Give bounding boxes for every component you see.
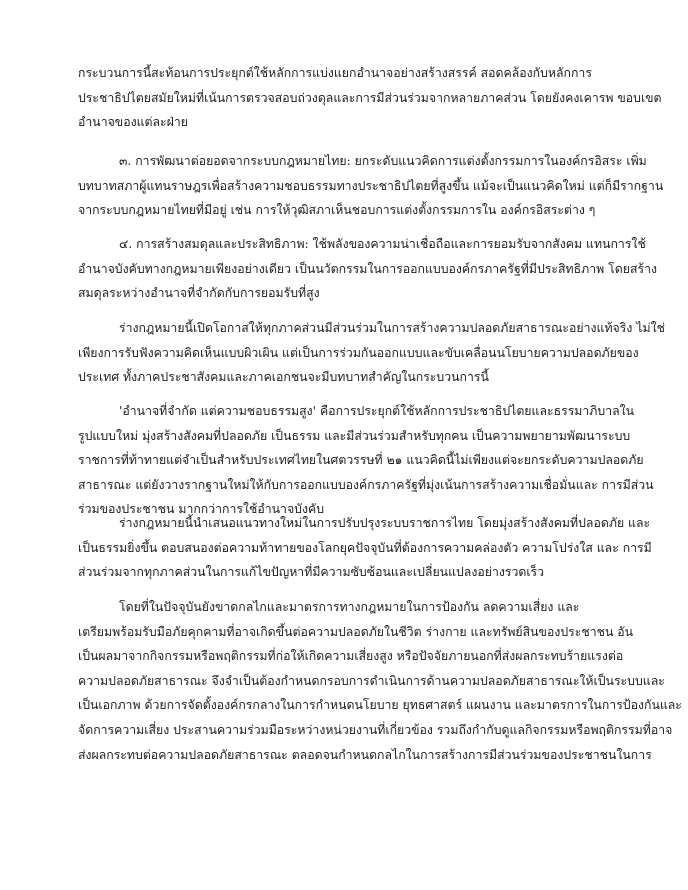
text-line: เตรียมพร้อมรับมือภัยคุกคามที่อาจเกิดขึ้นต่อความปลอดภัยในชีวิต ร่างกาย และทรัพย์สินของประชาชน อัน: [78, 624, 634, 639]
text-line: เป็นเอกภาพ ด้วยการจัดตั้งองค์กรกลางในการกำหนดนโยบาย ยุทธศาสตร์ แผนงาน และมาตรการในการป้องกันและ: [78, 698, 682, 713]
text-line: ร่วมของประชาชน มากกว่าการใช้อำนาจบังคับ: [78, 502, 325, 517]
text-line: โดยที่ในปัจจุบันยังขาดกลไกและมาตรการทางกฎหมายในการป้องกัน ลดความเสี่ยง และ: [119, 600, 580, 614]
text-line: ร่างกฎหมายนี้นำเสนอแนวทางใหม่ในการปรับปรุงระบบราชการไทย โดยมุ่งสร้างสังคมที่ปลอดภัย และ: [119, 516, 651, 530]
text-line: ส่งผลกระทบต่อความปลอดภัยสาธารณะ ตลอดจนกำหนดกลไกในการสร้างการมีส่วนร่วมของประชาชนในการ: [78, 747, 652, 762]
paragraph-participation: [78, 316, 665, 390]
text-line: เป็นผลมาจากกิจกรรมหรือพฤติกรรมที่ก่อให้เกิดความเสี่ยงสูง หรือปัจจัยภายนอกที่ส่งผลกระทบร้ายแรงต่อ: [78, 649, 624, 664]
text-line: ราชการที่ท้าทายแต่จำเป็นสำหรับประเทศไทยในศตวรรษที่ ๒๑ แนวคิดนี้ไม่เพียงแต่จะยกระดับความปลอดภัย: [78, 453, 644, 468]
paragraph-rationale: [78, 595, 682, 767]
paragraph-separation-of-powers-continuation: [78, 61, 662, 135]
text-line: สมดุลระหว่างอำนาจที่จำกัดกับการยอมรับที่สูง: [78, 286, 320, 301]
text-line: จัดการความเสี่ยง ประสานความร่วมมือระหว่างหน่วยงานที่เกี่ยวข้อง รวมถึงกำกับดูแลกิจกรรมหรือพฤติกรรมที่อาจ: [78, 722, 673, 737]
paragraph-new-approach: [78, 511, 652, 585]
text-line: จากระบบกฎหมายไทยที่มีอยู่ เช่น การให้วุฒิสภาเห็นชอบการแต่งตั้งกรรมการใน องค์กรอิสระต่าง ๆ: [78, 203, 596, 218]
text-line: ความปลอดภัยสาธารณะ จึงจำเป็นต้องกำหนดกรอบการดำเนินการด้านความปลอดภัยสาธารณะให้เป็นระบบและ: [78, 673, 665, 688]
text-line: ประชาธิปไตยสมัยใหม่ที่เน้นการตรวจสอบถ่วงดุลและการมีส่วนร่วมจากหลายภาคส่วน โดยยังคงเคารพ ขอบเขต: [78, 90, 662, 105]
text-line: ๓. การพัฒนาต่อยอดจากระบบกฎหมายไทย: ยกระดับแนวคิดการแต่งตั้งกรรมการในองค์กรอิสระ เพิ่ม: [119, 154, 647, 168]
text-line: ร่างกฎหมายนี้เปิดโอกาสให้ทุกภาคส่วนมีส่วนร่วมในการสร้างความปลอดภัยสาธารณะอย่างแท้จริง ไม่ใช่: [119, 321, 665, 335]
text-line: สาธารณะ แต่ยังวางรากฐานใหม่ให้กับการออกแบบองค์กรภาครัฐที่มุ่งเน้นการสร้างความเชื่อมั่นและ การมีส่วน: [78, 477, 654, 492]
paragraph-item-4: [78, 232, 657, 306]
text-line: เพียงการรับฟังความคิดเห็นแบบผิวเผิน แต่เป็นการร่วมกันออกแบบและขับเคลื่อนนโยบายความปลอดภัยของ: [78, 345, 639, 360]
text-line: รูปแบบใหม่ มุ่งสร้างสังคมที่ปลอดภัย เป็นธรรม และมีส่วนร่วมสำหรับทุกคน เป็นความพยายามพัฒนาระบบ: [78, 428, 631, 443]
text-line: ประเทศ ทั้งภาคประชาสังคมและภาคเอกชนจะมีบทบาทสำคัญในกระบวนการนี้: [78, 370, 489, 385]
text-line: อำนาจของแต่ละฝ่าย: [78, 115, 188, 130]
paragraph-item-3: [78, 149, 664, 223]
paragraph-limited-power-high-legitimacy: [78, 399, 654, 522]
text-line: อำนาจบังคับทางกฎหมายเพียงอย่างเดียว เป็นนวัตกรรมในการออกแบบองค์กรภาครัฐที่มีประสิทธิภาพ โดยสร้าง: [78, 261, 657, 276]
text-line: บทบาทสภาผู้แทนราษฎรเพื่อสร้างความชอบธรรมทางประชาธิปไตยที่สูงขึ้น แม้จะเป็นแนวคิดใหม่ แต่ก็มีรากฐาน: [78, 178, 664, 193]
text-line: ๔. การสร้างสมดุลและประสิทธิภาพ: ใช้พลังของความน่าเชื่อถือและการยอมรับจากสังคม แทนการใช้: [119, 237, 646, 251]
text-line: ส่วนร่วมจากทุกภาคส่วนในการแก้ไขปัญหาที่มีความซับซ้อนและเปลี่ยนแปลงอย่างรวดเร็ว: [78, 565, 545, 580]
text-line: เป็นธรรมยิ่งขึ้น ตอบสนองต่อความท้าทายของโลกยุคปัจจุบันที่ต้องการความคล่องตัว ความโปร่งใส และ การมี: [78, 540, 652, 555]
text-line: กระบวนการนี้สะท้อนการประยุกต์ใช้หลักการแบ่งแยกอำนาจอย่างสร้างสรรค์ สอดคล้องกับหลักการ: [78, 66, 592, 80]
text-line: 'อำนาจที่จำกัด แต่ความชอบธรรมสูง' คือการประยุกต์ใช้หลักการประชาธิปไตยและธรรมาภิบาลใน: [119, 404, 635, 418]
